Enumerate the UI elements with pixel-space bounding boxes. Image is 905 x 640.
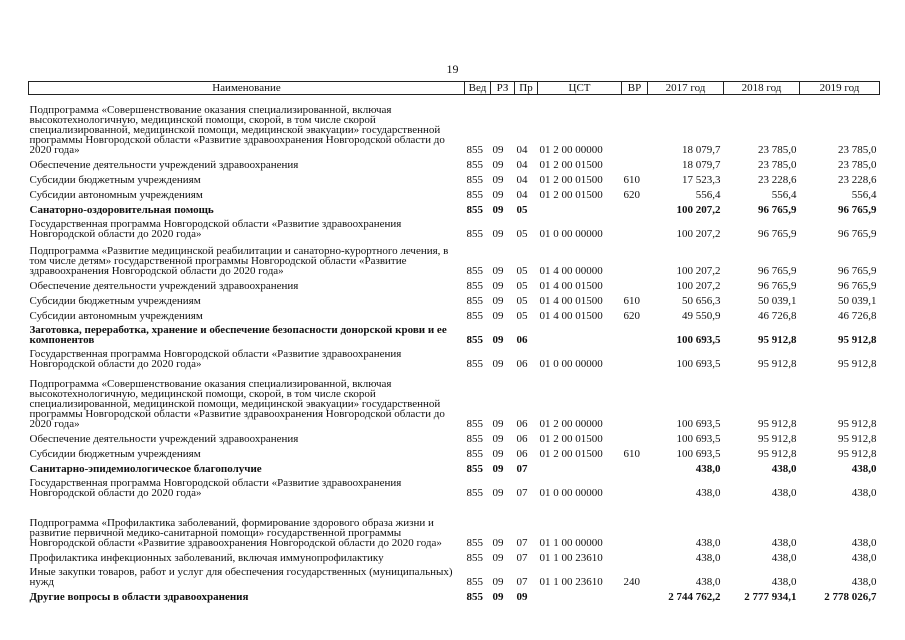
row-2018: 95 912,8 — [758, 358, 797, 370]
row-2018: 556,4 — [771, 189, 797, 201]
row-ved: 855 — [466, 265, 483, 277]
budget-table — [28, 81, 880, 602]
row-2019: 23 228,6 — [838, 174, 877, 186]
row-name: Иные закупки товаров, работ и услуг для обеспечения государственных (муниципальных) нужд — [29, 566, 453, 588]
row-ved: 855 — [466, 144, 483, 156]
row-cst: 01 0 00 00000 — [539, 487, 603, 499]
section-row — [29, 200, 880, 215]
row-ved: 855 — [466, 448, 483, 460]
table-row — [29, 474, 880, 498]
row-ved: 855 — [466, 576, 483, 588]
header-name: Наименование — [29, 82, 465, 95]
row-ved: 855 — [466, 310, 483, 322]
table-row — [29, 291, 880, 306]
row-cst: 01 2 00 01500 — [539, 433, 603, 445]
row-2019: 95 912,8 — [838, 358, 877, 370]
row-name: Другие вопросы в области здравоохранения — [29, 591, 249, 603]
row-cst: 01 4 00 01500 — [539, 310, 603, 322]
table-row — [29, 548, 880, 563]
row-2017: 556,4 — [695, 189, 721, 201]
row-2019: 96 765,9 — [838, 204, 877, 216]
row-2019: 23 785,0 — [838, 159, 877, 171]
row-name: Подпрограмма «Профилактика заболеваний, формирование здорового образа жизни и развитие первичной медико-санитарной помощи» государственной программы Новгородской области «Развитие здравоохранения Новгородской области до 2020 года» — [29, 517, 442, 549]
row-name: Субсидии бюджетным учреждениям — [29, 295, 201, 307]
row-vr — [622, 369, 648, 429]
header-2017: 2017 год — [648, 82, 724, 95]
row-rz: 09 — [492, 189, 504, 201]
row-name: Подпрограмма «Совершенствование оказания специализированной, включая высокотехнологичную, медицинской помощи, скорой, в том числе скорой специализированной, медицинской помощи, медицинской эвакуации» государственной программы Новгородской области «Развитие здравоохранения Новгородской области до 2020 года» — [29, 378, 445, 430]
row-vr — [622, 474, 648, 498]
row-pr: 05 — [516, 295, 528, 307]
row-2019: 23 785,0 — [838, 144, 877, 156]
row-pr: 06 — [516, 448, 528, 460]
row-2019: 438,0 — [851, 576, 877, 588]
row-rz: 09 — [492, 463, 504, 475]
row-pr: 05 — [516, 265, 528, 277]
row-pr: 09 — [516, 591, 528, 603]
row-ved: 855 — [466, 295, 483, 307]
header-2018: 2018 год — [724, 82, 800, 95]
row-pr: 07 — [516, 537, 528, 549]
row-2017: 438,0 — [695, 552, 721, 564]
row-2018: 95 912,8 — [758, 418, 797, 430]
row-2018: 23 228,6 — [758, 174, 797, 186]
row-vr — [622, 548, 648, 563]
row-cst: 01 4 00 00000 — [539, 265, 603, 277]
row-2019: 556,4 — [851, 189, 877, 201]
row-ved: 855 — [466, 537, 483, 549]
row-name: Профилактика инфекционных заболеваний, включая иммунопрофилактику — [29, 552, 384, 564]
row-rz: 09 — [492, 537, 504, 549]
row-ved: 855 — [466, 334, 483, 346]
row-name: Санитарно-эпидемиологическое благополучие — [29, 463, 262, 475]
row-vr — [622, 239, 648, 276]
row-ved: 855 — [466, 228, 483, 240]
row-name: Субсидии бюджетным учреждениям — [29, 448, 201, 460]
row-2018: 50 039,1 — [758, 295, 797, 307]
row-vr — [622, 215, 648, 239]
table-row — [29, 185, 880, 200]
row-2017: 100 693,5 — [676, 418, 721, 430]
table-row — [29, 429, 880, 444]
table-header-row — [29, 82, 880, 95]
row-pr: 04 — [516, 189, 528, 201]
row-rz: 09 — [492, 265, 504, 277]
row-2017: 100 693,5 — [676, 448, 721, 460]
row-vr: 620 — [623, 189, 640, 201]
row-rz: 09 — [492, 576, 504, 588]
row-vr: 610 — [623, 448, 640, 460]
row-name: Субсидии автономным учреждениям — [29, 189, 203, 201]
row-cst: 01 2 00 01500 — [539, 174, 603, 186]
row-ved: 855 — [466, 189, 483, 201]
row-pr: 05 — [516, 280, 528, 292]
row-cst — [538, 321, 622, 345]
table-row — [29, 95, 880, 156]
row-2019: 95 912,8 — [838, 334, 877, 346]
row-2017: 50 656,3 — [682, 295, 721, 307]
row-ved: 855 — [466, 552, 483, 564]
header-vr: ВР — [622, 82, 648, 95]
row-ved: 855 — [466, 174, 483, 186]
row-vr — [622, 587, 648, 602]
section-row — [29, 321, 880, 345]
row-name: Подпрограмма «Совершенствование оказания специализированной, включая высокотехнологичную, медицинской помощи, скорой, в том числе скорой специализированной, медицинской помощи, медицинской эвакуации» государственной программы Новгородской области «Развитие здравоохранения Новгородской области до 2020 года» — [29, 104, 445, 156]
row-rz: 09 — [492, 280, 504, 292]
row-name: Субсидии автономным учреждениям — [29, 310, 203, 322]
row-ved: 855 — [466, 358, 483, 370]
row-cst: 01 2 00 00000 — [539, 418, 603, 430]
row-ved: 855 — [466, 280, 483, 292]
row-2017: 49 550,9 — [682, 310, 721, 322]
row-vr — [622, 95, 648, 156]
row-2017: 100 693,5 — [676, 433, 721, 445]
row-2018: 95 912,8 — [758, 433, 797, 445]
row-name: Государственная программа Новгородской области «Развитие здравоохранения Новгородской области до 2020 года» — [29, 477, 402, 499]
row-ved: 855 — [466, 463, 483, 475]
row-vr: 610 — [623, 295, 640, 307]
row-2017: 438,0 — [695, 537, 721, 549]
row-cst: 01 0 00 00000 — [539, 228, 603, 240]
row-2019: 95 912,8 — [838, 433, 877, 445]
row-vr: 240 — [623, 576, 640, 588]
row-vr — [622, 345, 648, 369]
table-row — [29, 345, 880, 369]
row-2017: 100 207,2 — [676, 228, 721, 240]
row-2017: 438,0 — [695, 463, 721, 475]
table-row — [29, 306, 880, 321]
row-2019: 96 765,9 — [838, 265, 877, 277]
row-2018: 46 726,8 — [758, 310, 797, 322]
row-cst — [538, 459, 622, 474]
table-row — [29, 276, 880, 291]
row-rz: 09 — [492, 591, 504, 603]
row-pr: 07 — [516, 487, 528, 499]
table-row — [29, 563, 880, 587]
header-2019: 2019 год — [800, 82, 880, 95]
row-vr — [622, 276, 648, 291]
row-cst: 01 1 00 00000 — [539, 537, 603, 549]
row-cst: 01 2 00 01500 — [539, 189, 603, 201]
row-2018: 96 765,9 — [758, 228, 797, 240]
row-2019: 438,0 — [851, 537, 877, 549]
row-rz: 09 — [492, 487, 504, 499]
table-row — [29, 369, 880, 429]
row-vr — [622, 459, 648, 474]
row-vr — [622, 429, 648, 444]
table-row — [29, 155, 880, 170]
page-number: 19 — [446, 62, 459, 76]
header-rz: РЗ — [491, 82, 515, 95]
row-ved: 855 — [466, 591, 483, 603]
row-pr: 04 — [516, 159, 528, 171]
row-rz: 09 — [492, 358, 504, 370]
row-2017: 100 693,5 — [676, 358, 721, 370]
row-ved: 855 — [466, 433, 483, 445]
row-name: Государственная программа Новгородской области «Развитие здравоохранения Новгородской области до 2020 года» — [29, 218, 402, 240]
row-pr: 07 — [516, 463, 528, 475]
row-vr — [622, 155, 648, 170]
row-name: Обеспечение деятельности учреждений здравоохранения — [29, 433, 299, 445]
row-vr — [622, 498, 648, 548]
row-2017: 100 207,2 — [676, 265, 721, 277]
row-2017: 100 693,5 — [676, 334, 721, 346]
row-ved: 855 — [466, 204, 483, 216]
row-rz: 09 — [492, 204, 504, 216]
row-2019: 96 765,9 — [838, 228, 877, 240]
row-cst: 01 2 00 01500 — [539, 159, 603, 171]
row-ved: 855 — [466, 418, 483, 430]
row-2019: 50 039,1 — [838, 295, 877, 307]
row-rz: 09 — [492, 295, 504, 307]
row-2018: 95 912,8 — [758, 334, 797, 346]
row-2018: 438,0 — [771, 576, 797, 588]
row-2019: 46 726,8 — [838, 310, 877, 322]
row-vr: 610 — [623, 174, 640, 186]
row-2018: 96 765,9 — [758, 265, 797, 277]
row-rz: 09 — [492, 433, 504, 445]
row-2019: 438,0 — [851, 552, 877, 564]
row-pr: 04 — [516, 174, 528, 186]
row-2018: 95 912,8 — [758, 448, 797, 460]
row-vr: 620 — [623, 310, 640, 322]
header-pr: Пр — [515, 82, 538, 95]
row-2018: 23 785,0 — [758, 159, 797, 171]
table-row — [29, 498, 880, 548]
row-cst — [538, 587, 622, 602]
row-2017: 438,0 — [695, 576, 721, 588]
row-rz: 09 — [492, 334, 504, 346]
table-row — [29, 239, 880, 276]
row-rz: 09 — [492, 159, 504, 171]
row-name: Обеспечение деятельности учреждений здравоохранения — [29, 280, 299, 292]
row-pr: 07 — [516, 576, 528, 588]
row-vr — [622, 321, 648, 345]
row-pr: 06 — [516, 358, 528, 370]
row-2017: 17 523,3 — [682, 174, 721, 186]
table-row — [29, 215, 880, 239]
row-pr: 05 — [516, 228, 528, 240]
row-2018: 438,0 — [771, 537, 797, 549]
row-pr: 06 — [516, 418, 528, 430]
row-cst: 01 1 00 23610 — [539, 552, 603, 564]
row-name: Санаторно-оздоровительная помощь — [29, 204, 214, 216]
row-2019: 2 778 026,7 — [824, 591, 877, 603]
row-2019: 96 765,9 — [838, 280, 877, 292]
row-rz: 09 — [492, 144, 504, 156]
header-ved: Вед — [465, 82, 491, 95]
row-rz: 09 — [492, 552, 504, 564]
row-2019: 95 912,8 — [838, 418, 877, 430]
row-2018: 438,0 — [771, 487, 797, 499]
row-cst: 01 2 00 00000 — [539, 144, 603, 156]
row-rz: 09 — [492, 418, 504, 430]
row-pr: 06 — [516, 334, 528, 346]
row-cst: 01 0 00 00000 — [539, 358, 603, 370]
row-ved: 855 — [466, 487, 483, 499]
table-row — [29, 170, 880, 185]
row-pr: 05 — [516, 310, 528, 322]
row-cst: 01 4 00 01500 — [539, 280, 603, 292]
row-name: Заготовка, переработка, хранение и обеспечение безопасности донорской крови и ее компонентов — [29, 324, 447, 346]
row-pr: 07 — [516, 552, 528, 564]
row-name: Субсидии бюджетным учреждениям — [29, 174, 201, 186]
row-rz: 09 — [492, 310, 504, 322]
row-2018: 96 765,9 — [758, 204, 797, 216]
row-ved: 855 — [466, 159, 483, 171]
row-pr: 06 — [516, 433, 528, 445]
row-cst: 01 4 00 01500 — [539, 295, 603, 307]
row-vr — [622, 200, 648, 215]
row-cst: 01 1 00 23610 — [539, 576, 603, 588]
row-2017: 100 207,2 — [676, 204, 721, 216]
row-2017: 438,0 — [695, 487, 721, 499]
row-2018: 2 777 934,1 — [744, 591, 797, 603]
row-rz: 09 — [492, 228, 504, 240]
row-rz: 09 — [492, 448, 504, 460]
row-2018: 96 765,9 — [758, 280, 797, 292]
section-row — [29, 459, 880, 474]
row-2017: 100 207,2 — [676, 280, 721, 292]
row-name: Государственная программа Новгородской области «Развитие здравоохранения Новгородской области до 2020 года» — [29, 348, 402, 370]
row-name: Подпрограмма «Развитие медицинской реабилитации и санаторно-курортного лечения, в том числе детям» государственной программы Новгородской области «Развитие здравоохранения Новгородской области до 2020 года» — [29, 245, 449, 277]
row-2018: 23 785,0 — [758, 144, 797, 156]
row-2019: 438,0 — [851, 463, 877, 475]
row-2017: 18 079,7 — [682, 159, 721, 171]
row-2018: 438,0 — [771, 463, 797, 475]
row-2018: 438,0 — [771, 552, 797, 564]
row-cst — [538, 200, 622, 215]
section-row — [29, 587, 880, 602]
row-2017: 2 744 762,2 — [668, 591, 721, 603]
table-row — [29, 444, 880, 459]
row-pr: 05 — [516, 204, 528, 216]
row-rz: 09 — [492, 174, 504, 186]
row-2019: 95 912,8 — [838, 448, 877, 460]
header-cst: ЦСТ — [538, 82, 622, 95]
row-2019: 438,0 — [851, 487, 877, 499]
row-2017: 18 079,7 — [682, 144, 721, 156]
row-pr: 04 — [516, 144, 528, 156]
row-name: Обеспечение деятельности учреждений здравоохранения — [29, 159, 299, 171]
row-cst: 01 2 00 01500 — [539, 448, 603, 460]
